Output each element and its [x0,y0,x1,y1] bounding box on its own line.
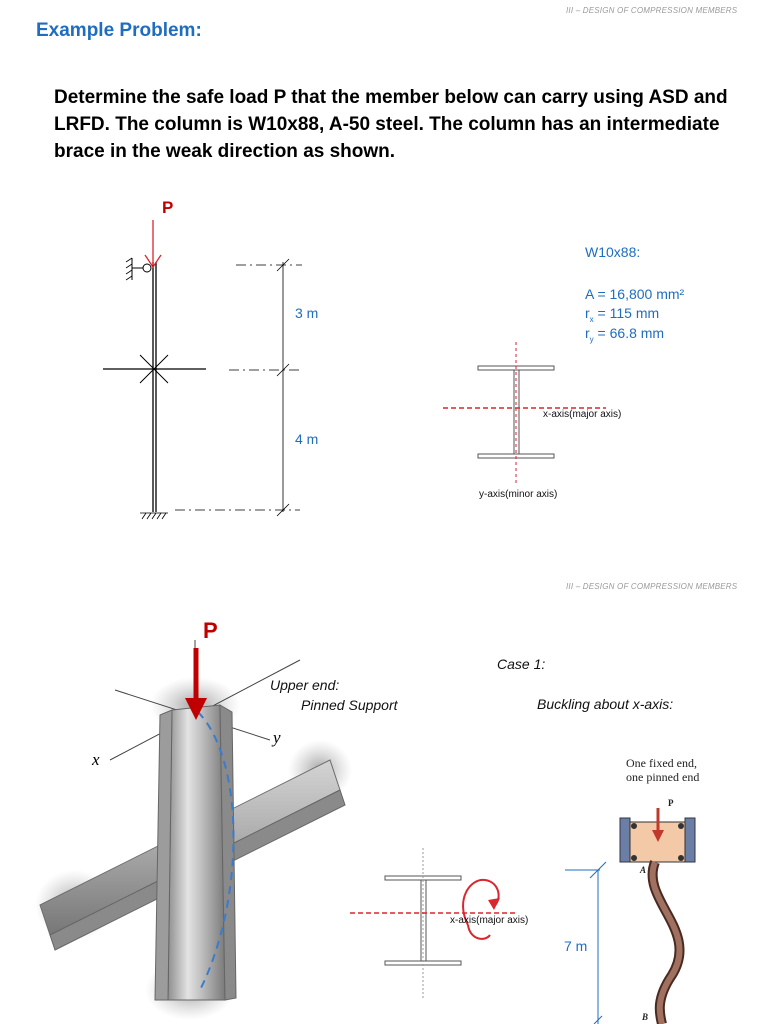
fig-p-label: P [668,798,674,808]
upper-end-label: Upper end: [270,677,340,693]
case-label: Case 1: [497,656,546,672]
dim-label-lower: 4 m [295,431,319,447]
dim-label-7m: 7 m [564,938,588,954]
buckling-label: Buckling about x-axis: [537,696,674,712]
header-tag: III – DESIGN OF COMPRESSION MEMBERS [566,6,738,15]
dim-label-upper: 3 m [295,305,319,321]
problem-statement: Determine the safe load P that the member below can carry using ASD and LRFD. The column is W10x88, A-50 steel. The column has an intermediate brace in the weak direction as shown. [54,87,728,162]
support-label: Pinned Support [301,697,398,713]
prop-area: A = 16,800 mm² [585,286,685,302]
fig-a-label: A [640,865,647,875]
prop-rx: $r_x = 115$ mm [585,305,660,324]
load-label-2: P [203,618,218,643]
section-name: W10x88: [585,244,641,260]
load-label: P [162,198,174,217]
y-axis-label: y-axis(minor axis) [479,489,558,500]
x-axis-label-2: x-axis(major axis) [450,915,529,926]
fig-caption-line1: One fixed end, [626,756,697,770]
axis-y-label: y [273,728,281,747]
header-tag-2: III – DESIGN OF COMPRESSION MEMBERS [566,582,738,591]
axis-x-label: x [92,750,100,769]
page-title: Example Problem: [36,20,202,41]
x-axis-label: x-axis(major axis) [543,409,622,420]
fig-b-label: B [642,1012,649,1022]
fig-caption-line2: one pinned end [626,770,700,784]
prop-ry: $r_y = 66.8$ mm [585,325,665,344]
